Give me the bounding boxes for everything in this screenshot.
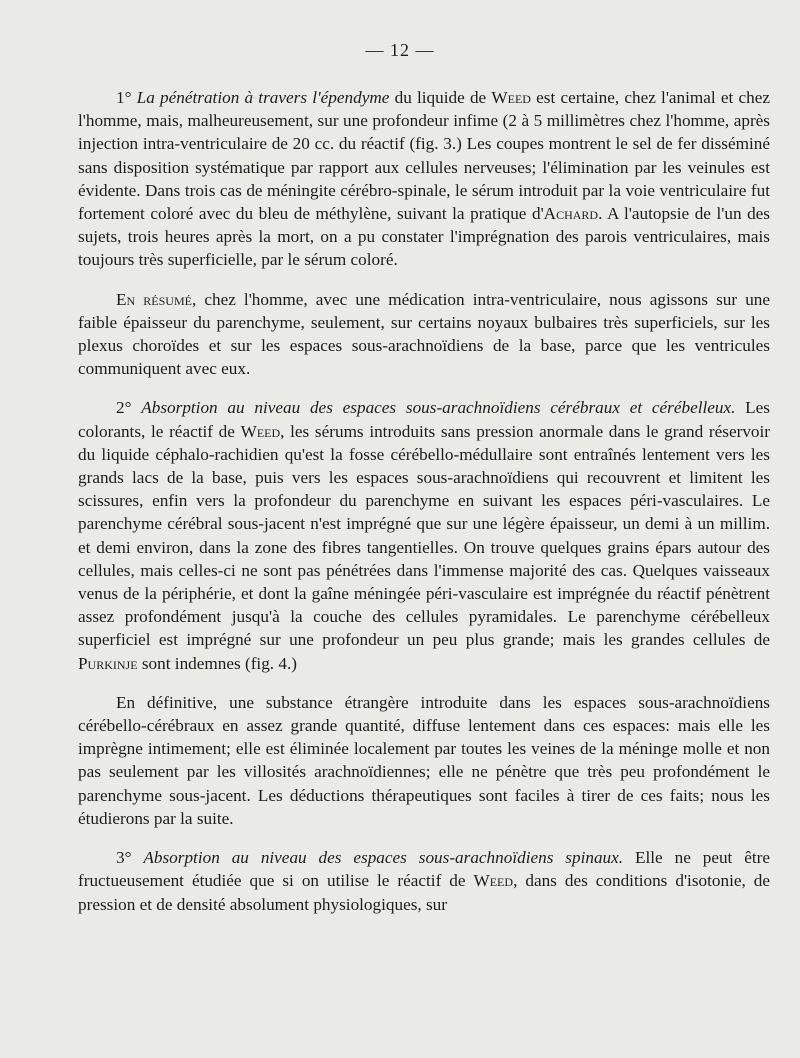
paragraph-text: Elle ne peut être fructueusement étudiée que si on utilise le réactif de <box>78 848 771 891</box>
paragraph-text: du liquide de <box>389 88 492 107</box>
author-name: Weed <box>491 88 531 107</box>
section-number: 3° <box>116 848 144 868</box>
paragraph-text: En définitive, une substance étrangère introduite dans les espaces sous-arachnoïdiens cérébello-cérébraux en assez grande quantité, diffuse lentement dans ces espaces: mais elle les imprègne intimement; elle est éliminée localement par toutes les veines de la méninge molle et non pas seulement par les villosités arachnoïdiennes; elle ne pénètre que très peu profondément le parenchyme sous-jacent. Les déductions thérapeutiques sont faciles à tirer de ces faits; nous les étudierons par la suite. <box>78 692 770 828</box>
section-number: 1° <box>116 88 137 107</box>
paragraph-cerebral-absorption <box>78 396 770 674</box>
paragraph-text: Les colorants, le réactif de <box>78 398 770 441</box>
paragraph-definitive <box>78 691 770 830</box>
author-name: Weed <box>473 871 514 891</box>
section-title: Absorption au niveau des espaces sous-arachnoïdiens spinaux. <box>143 848 624 868</box>
section-number: 2° <box>116 398 142 418</box>
paragraph-text: . A l'autopsie de l'un des sujets, trois heures après la mort, on a pu constater l'imprégnation des parois ventriculaires, mais toujours très superficielle, par le sérum coloré. <box>78 204 770 270</box>
paragraph-text: , chez l'homme, avec une médication intra-ventriculaire, nous agissons sur une faible épaisseur du parenchyme, seulement, sur certains noyaux bulbaires très superficiels, sur les plexus choroïdes et sur les espaces sous-arachnoïdiens de la base, parce que les ventricules communiquent avec eux. <box>78 289 771 379</box>
paragraph-spinal-absorption <box>78 846 770 916</box>
paragraph-text: , dans des conditions d'isotonie, de pression et de densité absolument physiologiques, sur <box>78 871 770 914</box>
document-body <box>78 86 770 916</box>
paragraph-ependyme <box>78 86 770 272</box>
section-title: La pénétration à travers l'épendyme <box>136 88 390 107</box>
author-name: Weed <box>240 421 281 441</box>
author-name: Purkinje <box>78 653 138 673</box>
paragraph-text: est certaine, chez l'animal et chez l'homme, mais, malheureusement, sur une profondeur infime (2 à 5 millimètres chez l'homme, après injection intra-ventriculaire de 20 cc. du réactif (fig. 3.) Les coupes montrent le sel de fer disséminé sans disposition systématique par rapport aux cellules nerveuses; l'élimination par les veinules est évidente. Dans trois cas de méningite cérébro-spinale, le sérum introduit par la voie ventriculaire fut fortement coloré avec du bleu de méthylène, suivant la pratique d' <box>78 88 771 224</box>
section-title: Absorption au niveau des espaces sous-arachnoïdiens cérébraux et cérébelleux. <box>141 398 736 418</box>
paragraph-resume <box>78 288 770 381</box>
author-name: Achard <box>543 204 599 224</box>
page-number: — 12 — <box>365 40 435 60</box>
paragraph-text: sont indemnes (fig. 4.) <box>137 653 298 673</box>
paragraph-text: , les sérums introduits sans pression anormale dans le grand réservoir du liquide céphalo-rachidien qu'est la fosse cérébello-médullaire sont entraînés lentement vers les grands lacs de la base, puis vers les espaces sous-arachnoïdiens qui recouvrent et limitent les scissures, enfin vers la profondeur du parenchyme en suivant les espaces péri-vasculaires. Le parenchyme cérébral sous-jacent n'est imprégné que sur une légère épaisseur, un demi à un millim. et demi environ, dans la zone des fibres tangentielles. On trouve quelques grains épars autour des cellules, mais celles-ci ne sont pas pénétrées dans l'immense majorité des cas. Quelques vaisseaux venus de la périphérie, et dont la gaîne méningée péri-vasculaire est imprégnée du réactif pénètrent assez profondément jusqu'à la couche des cellules pyramidales. Le parenchyme cérébelleux superficiel est imprégné sur une profondeur un peu plus grande; mais les grandes cellules de <box>78 421 771 650</box>
summary-lead: En résumé <box>116 289 192 309</box>
